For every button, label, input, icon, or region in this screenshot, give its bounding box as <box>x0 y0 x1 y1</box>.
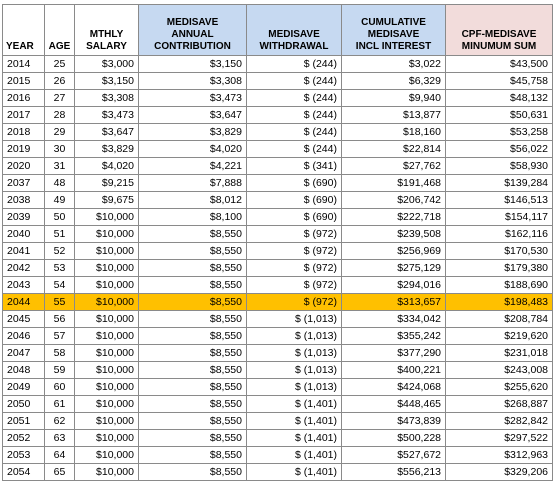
cell-minimum-sum[interactable]: $43,500 <box>446 56 553 73</box>
cell-cumulative[interactable]: $400,221 <box>342 362 446 379</box>
cell-age[interactable]: 65 <box>45 464 75 481</box>
table-row[interactable] <box>3 90 553 107</box>
cell-year[interactable]: 2014 <box>3 56 45 73</box>
table-row[interactable] <box>3 379 553 396</box>
cell-withdrawal[interactable]: $ (244) <box>247 90 342 107</box>
cell-contribution[interactable]: $3,308 <box>139 73 247 90</box>
cell-minimum-sum[interactable]: $50,631 <box>446 107 553 124</box>
cell-contribution[interactable]: $8,550 <box>139 328 247 345</box>
cell-minimum-sum[interactable]: $146,513 <box>446 192 553 209</box>
table-row-highlighted[interactable] <box>3 294 553 311</box>
table-row[interactable] <box>3 260 553 277</box>
cell-salary[interactable]: $10,000 <box>75 277 139 294</box>
cell-salary[interactable]: $9,675 <box>75 192 139 209</box>
cell-age[interactable]: 26 <box>45 73 75 90</box>
cell-year[interactable]: 2050 <box>3 396 45 413</box>
cell-contribution[interactable]: $8,550 <box>139 430 247 447</box>
cell-age[interactable]: 62 <box>45 413 75 430</box>
cell-salary[interactable]: $3,150 <box>75 73 139 90</box>
cell-withdrawal[interactable]: $ (244) <box>247 124 342 141</box>
cell-cumulative[interactable]: $473,839 <box>342 413 446 430</box>
table-row[interactable] <box>3 209 553 226</box>
cell-age[interactable]: 28 <box>45 107 75 124</box>
cell-salary[interactable]: $10,000 <box>75 345 139 362</box>
cell-withdrawal[interactable]: $ (244) <box>247 141 342 158</box>
cell-minimum-sum[interactable]: $170,530 <box>446 243 553 260</box>
table-row[interactable] <box>3 56 553 73</box>
cell-cumulative[interactable]: $3,022 <box>342 56 446 73</box>
cell-age[interactable]: 60 <box>45 379 75 396</box>
cell-year[interactable]: 2019 <box>3 141 45 158</box>
header-row <box>3 5 553 56</box>
cell-year[interactable]: 2018 <box>3 124 45 141</box>
table-row[interactable] <box>3 396 553 413</box>
cell-minimum-sum[interactable]: $231,018 <box>446 345 553 362</box>
cell-age[interactable]: 59 <box>45 362 75 379</box>
cell-minimum-sum[interactable]: $154,117 <box>446 209 553 226</box>
cell-withdrawal[interactable]: $ (244) <box>247 56 342 73</box>
cell-salary[interactable]: $9,215 <box>75 175 139 192</box>
cell-year[interactable]: 2040 <box>3 226 45 243</box>
cell-minimum-sum[interactable]: $255,620 <box>446 379 553 396</box>
cell-contribution[interactable]: $8,550 <box>139 413 247 430</box>
cell-cumulative[interactable]: $256,969 <box>342 243 446 260</box>
cell-salary[interactable]: $10,000 <box>75 430 139 447</box>
table-row[interactable] <box>3 345 553 362</box>
table-row[interactable] <box>3 158 553 175</box>
cell-salary[interactable]: $10,000 <box>75 294 139 311</box>
cell-year[interactable]: 2039 <box>3 209 45 226</box>
cell-year[interactable]: 2053 <box>3 447 45 464</box>
header-age: AGE <box>45 5 75 56</box>
cell-minimum-sum[interactable]: $329,206 <box>446 464 553 481</box>
cell-minimum-sum[interactable]: $208,784 <box>446 311 553 328</box>
cell-minimum-sum[interactable]: $48,132 <box>446 90 553 107</box>
cell-contribution[interactable]: $4,221 <box>139 158 247 175</box>
cell-cumulative[interactable]: $275,129 <box>342 260 446 277</box>
cell-withdrawal[interactable]: $ (1,401) <box>247 413 342 430</box>
cell-salary[interactable]: $10,000 <box>75 396 139 413</box>
cell-salary[interactable]: $10,000 <box>75 362 139 379</box>
cell-contribution[interactable]: $4,020 <box>139 141 247 158</box>
cell-contribution[interactable]: $8,550 <box>139 260 247 277</box>
cell-cumulative[interactable]: $527,672 <box>342 447 446 464</box>
table-row[interactable] <box>3 277 553 294</box>
cell-withdrawal[interactable]: $ (244) <box>247 107 342 124</box>
cell-minimum-sum[interactable]: $198,483 <box>446 294 553 311</box>
cell-withdrawal[interactable]: $ (1,401) <box>247 447 342 464</box>
cell-withdrawal[interactable]: $ (690) <box>247 209 342 226</box>
cell-salary[interactable]: $10,000 <box>75 209 139 226</box>
cell-year[interactable]: 2043 <box>3 277 45 294</box>
cell-cumulative[interactable]: $222,718 <box>342 209 446 226</box>
table-row[interactable] <box>3 328 553 345</box>
cell-year[interactable]: 2046 <box>3 328 45 345</box>
cell-age[interactable]: 56 <box>45 311 75 328</box>
cell-contribution[interactable]: $8,550 <box>139 243 247 260</box>
cell-age[interactable]: 64 <box>45 447 75 464</box>
cell-withdrawal[interactable]: $ (1,013) <box>247 328 342 345</box>
cell-cumulative[interactable]: $294,016 <box>342 277 446 294</box>
table-row[interactable] <box>3 464 553 481</box>
table-row[interactable] <box>3 192 553 209</box>
cell-salary[interactable]: $10,000 <box>75 260 139 277</box>
header-withdrawal: MEDISAVE WITHDRAWAL <box>247 5 342 56</box>
cell-minimum-sum[interactable]: $139,284 <box>446 175 553 192</box>
cell-salary[interactable]: $3,308 <box>75 90 139 107</box>
table-row[interactable] <box>3 311 553 328</box>
table-header <box>3 5 553 56</box>
cell-cumulative[interactable]: $239,508 <box>342 226 446 243</box>
cell-salary[interactable]: $10,000 <box>75 413 139 430</box>
cell-contribution[interactable]: $8,012 <box>139 192 247 209</box>
table-row[interactable] <box>3 124 553 141</box>
cell-age[interactable]: 63 <box>45 430 75 447</box>
cell-age[interactable]: 58 <box>45 345 75 362</box>
cell-withdrawal[interactable]: $ (1,013) <box>247 311 342 328</box>
table-body <box>3 56 553 481</box>
cell-cumulative[interactable]: $191,468 <box>342 175 446 192</box>
cell-year[interactable]: 2052 <box>3 430 45 447</box>
cell-cumulative[interactable]: $27,762 <box>342 158 446 175</box>
cell-minimum-sum[interactable]: $56,022 <box>446 141 553 158</box>
cell-year[interactable]: 2037 <box>3 175 45 192</box>
cell-minimum-sum[interactable]: $282,842 <box>446 413 553 430</box>
cell-withdrawal[interactable]: $ (1,013) <box>247 379 342 396</box>
cell-age[interactable]: 50 <box>45 209 75 226</box>
cell-contribution[interactable]: $8,550 <box>139 379 247 396</box>
cell-withdrawal[interactable]: $ (972) <box>247 260 342 277</box>
cell-contribution[interactable]: $7,888 <box>139 175 247 192</box>
cell-year[interactable]: 2051 <box>3 413 45 430</box>
cell-minimum-sum[interactable]: $179,380 <box>446 260 553 277</box>
cell-salary[interactable]: $10,000 <box>75 243 139 260</box>
cell-year[interactable]: 2017 <box>3 107 45 124</box>
header-salary: MTHLY SALARY <box>75 5 139 56</box>
cell-contribution[interactable]: $8,550 <box>139 396 247 413</box>
cell-salary[interactable]: $3,829 <box>75 141 139 158</box>
table-row[interactable] <box>3 447 553 464</box>
cell-contribution[interactable]: $8,550 <box>139 311 247 328</box>
cell-salary[interactable]: $10,000 <box>75 311 139 328</box>
cell-contribution[interactable]: $8,550 <box>139 294 247 311</box>
cell-minimum-sum[interactable]: $58,930 <box>446 158 553 175</box>
cell-contribution[interactable]: $8,550 <box>139 277 247 294</box>
table-row[interactable] <box>3 226 553 243</box>
table-row[interactable] <box>3 362 553 379</box>
cell-withdrawal[interactable]: $ (972) <box>247 243 342 260</box>
cell-salary[interactable]: $10,000 <box>75 464 139 481</box>
cell-withdrawal[interactable]: $ (690) <box>247 175 342 192</box>
cell-withdrawal[interactable]: $ (244) <box>247 73 342 90</box>
cell-salary[interactable]: $10,000 <box>75 447 139 464</box>
cell-cumulative[interactable]: $6,329 <box>342 73 446 90</box>
cell-contribution[interactable]: $8,550 <box>139 447 247 464</box>
medisave-projection-table <box>2 4 553 481</box>
cell-withdrawal[interactable]: $ (1,013) <box>247 362 342 379</box>
cell-age[interactable]: 29 <box>45 124 75 141</box>
cell-age[interactable]: 25 <box>45 56 75 73</box>
cell-year[interactable]: 2041 <box>3 243 45 260</box>
table-row[interactable] <box>3 413 553 430</box>
cell-withdrawal[interactable]: $ (972) <box>247 294 342 311</box>
cell-year[interactable]: 2045 <box>3 311 45 328</box>
cell-age[interactable]: 61 <box>45 396 75 413</box>
cell-age[interactable]: 55 <box>45 294 75 311</box>
cell-minimum-sum[interactable]: $297,522 <box>446 430 553 447</box>
cell-cumulative[interactable]: $448,465 <box>342 396 446 413</box>
cell-age[interactable]: 49 <box>45 192 75 209</box>
cell-contribution[interactable]: $3,150 <box>139 56 247 73</box>
cell-cumulative[interactable]: $22,814 <box>342 141 446 158</box>
cell-withdrawal[interactable]: $ (1,401) <box>247 464 342 481</box>
header-cumulative: CUMULATIVE MEDISAVE INCL INTEREST <box>342 5 446 56</box>
header-year: YEAR <box>3 5 45 56</box>
cell-salary[interactable]: $3,647 <box>75 124 139 141</box>
table-row[interactable] <box>3 430 553 447</box>
cell-age[interactable]: 52 <box>45 243 75 260</box>
cell-year[interactable]: 2016 <box>3 90 45 107</box>
cell-withdrawal[interactable]: $ (341) <box>247 158 342 175</box>
table-row[interactable] <box>3 141 553 158</box>
cell-salary[interactable]: $3,000 <box>75 56 139 73</box>
cell-minimum-sum[interactable]: $188,690 <box>446 277 553 294</box>
cell-cumulative[interactable]: $424,068 <box>342 379 446 396</box>
cell-contribution[interactable]: $3,829 <box>139 124 247 141</box>
cell-year[interactable]: 2015 <box>3 73 45 90</box>
cell-year[interactable]: 2054 <box>3 464 45 481</box>
cell-cumulative[interactable]: $377,290 <box>342 345 446 362</box>
table-row[interactable] <box>3 73 553 90</box>
cell-salary[interactable]: $4,020 <box>75 158 139 175</box>
cell-age[interactable]: 53 <box>45 260 75 277</box>
cell-age[interactable]: 48 <box>45 175 75 192</box>
cell-cumulative[interactable]: $13,877 <box>342 107 446 124</box>
table-row[interactable] <box>3 243 553 260</box>
cell-year[interactable]: 2048 <box>3 362 45 379</box>
cell-cumulative[interactable]: $9,940 <box>342 90 446 107</box>
cell-withdrawal[interactable]: $ (1,401) <box>247 396 342 413</box>
cell-contribution[interactable]: $8,550 <box>139 464 247 481</box>
cell-year[interactable]: 2047 <box>3 345 45 362</box>
cell-cumulative[interactable]: $206,742 <box>342 192 446 209</box>
table-row[interactable] <box>3 107 553 124</box>
cell-cumulative[interactable]: $313,657 <box>342 294 446 311</box>
cell-contribution[interactable]: $8,100 <box>139 209 247 226</box>
cell-minimum-sum[interactable]: $268,887 <box>446 396 553 413</box>
cell-cumulative[interactable]: $556,213 <box>342 464 446 481</box>
cell-salary[interactable]: $10,000 <box>75 379 139 396</box>
cell-cumulative[interactable]: $18,160 <box>342 124 446 141</box>
cell-age[interactable]: 31 <box>45 158 75 175</box>
header-minimum-sum: CPF-MEDISAVE MINUMUM SUM <box>446 5 553 56</box>
cell-salary[interactable]: $3,473 <box>75 107 139 124</box>
cell-cumulative[interactable]: $334,042 <box>342 311 446 328</box>
cell-cumulative[interactable]: $500,228 <box>342 430 446 447</box>
cell-withdrawal[interactable]: $ (1,401) <box>247 430 342 447</box>
cell-salary[interactable]: $10,000 <box>75 328 139 345</box>
cell-contribution[interactable]: $8,550 <box>139 226 247 243</box>
cell-age[interactable]: 57 <box>45 328 75 345</box>
cell-year[interactable]: 2044 <box>3 294 45 311</box>
cell-contribution[interactable]: $8,550 <box>139 362 247 379</box>
cell-contribution[interactable]: $8,550 <box>139 345 247 362</box>
cell-withdrawal[interactable]: $ (972) <box>247 226 342 243</box>
cell-minimum-sum[interactable]: $162,116 <box>446 226 553 243</box>
header-contribution: MEDISAVE ANNUAL CONTRIBUTION <box>139 5 247 56</box>
cell-salary[interactable]: $10,000 <box>75 226 139 243</box>
cell-age[interactable]: 27 <box>45 90 75 107</box>
cell-year[interactable]: 2020 <box>3 158 45 175</box>
cell-age[interactable]: 54 <box>45 277 75 294</box>
cell-age[interactable]: 30 <box>45 141 75 158</box>
cell-withdrawal[interactable]: $ (1,013) <box>247 345 342 362</box>
cell-cumulative[interactable]: $355,242 <box>342 328 446 345</box>
cell-year[interactable]: 2042 <box>3 260 45 277</box>
cell-minimum-sum[interactable]: $219,620 <box>446 328 553 345</box>
cell-withdrawal[interactable]: $ (972) <box>247 277 342 294</box>
cell-minimum-sum[interactable]: $45,758 <box>446 73 553 90</box>
cell-year[interactable]: 2038 <box>3 192 45 209</box>
cell-age[interactable]: 51 <box>45 226 75 243</box>
cell-contribution[interactable]: $3,473 <box>139 90 247 107</box>
cell-withdrawal[interactable]: $ (690) <box>247 192 342 209</box>
cell-minimum-sum[interactable]: $53,258 <box>446 124 553 141</box>
cell-contribution[interactable]: $3,647 <box>139 107 247 124</box>
table-row[interactable] <box>3 175 553 192</box>
cell-minimum-sum[interactable]: $312,963 <box>446 447 553 464</box>
cell-minimum-sum[interactable]: $243,008 <box>446 362 553 379</box>
cell-year[interactable]: 2049 <box>3 379 45 396</box>
